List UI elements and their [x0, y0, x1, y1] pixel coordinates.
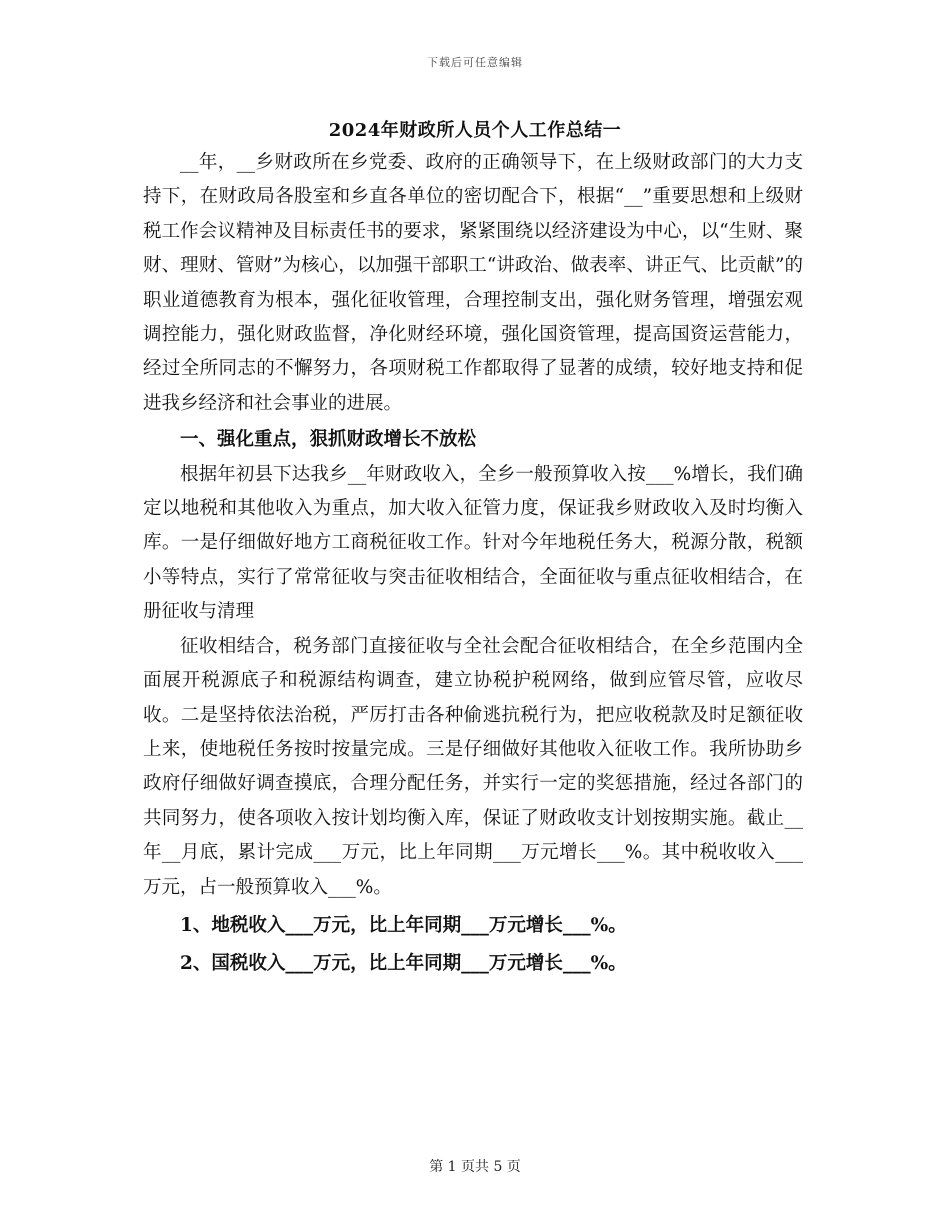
page-number: 第 1 页共 5 页	[429, 1159, 521, 1175]
intro-paragraph: __年，__乡财政所在乡党委、政府的正确领导下，在上级财政部门的大力支持下，在财政局各股室和乡直各单位的密切配合下，根据“__”重要思想和上级财税工作会议精神及目标责任书的要求，紧紧围绕以经济建设为中心，以“生财、聚财、理财、管财”为核心，以加强干部职工“讲政治、做表率、讲正气、比贡献”的职业道德教育为根本，强化征收管理，合理控制支出，强化财务管理，增强宏观调控能力，强化财政监督，净化财经环境，强化国资管理，提高国资运营能力，经过全所同志的不懈努力，各项财税工作都取得了显著的成绩，较好地支持和促进我乡经济和社会事业的进展。	[143, 152, 803, 414]
section-heading: 一、强化重点，狠抓财政增长不放松	[180, 429, 477, 451]
body-paragraph: 根据年初县下达我乡__年财政收入，全乡一般预算收入按___%增长，我们确定以地税和其他收入为重点，加大收入征管力度，保证我乡财政收入及时均衡入库。一是仔细做好地方工商税征收工作。针对今年地税任务大，税源分散，税额小等特点，实行了常常征收与突击征收相结合，全面征收与重点征收相结合，在册征收与清理	[143, 463, 803, 623]
list-item: 1、地税收入___万元，比上年同期___万元增长___%。	[180, 914, 627, 936]
document-body	[143, 146, 803, 982]
document-title: 2024年财政所人员个人工作总结一	[328, 120, 622, 141]
header-note: 下载后可任意编辑	[427, 56, 523, 69]
list-item: 2、国税收入___万元，比上年同期___万元增长___%。	[180, 953, 627, 975]
body-paragraph: 征收相结合，税务部门直接征收与全社会配合征收相结合，在全乡范围内全面展开税源底子和税源结构调查，建立协税护税网络，做到应管尽管，应收尽收。二是坚持依法治税，严厉打击各种偷逃抗税行为，把应收税款及时足额征收上来，使地税任务按时按量完成。三是仔细做好其他收入征收工作。我所协助乡政府仔细做好调查摸底，合理分配任务，并实行一定的奖惩措施，经过各部门的共同努力，使各项收入按计划均衡入库，保证了财政收支计划按期实施。截止__年__月底，累计完成___万元，比上年同期___万元增长___%。其中税收收入___万元，占一般预算收入___%。	[143, 635, 803, 898]
